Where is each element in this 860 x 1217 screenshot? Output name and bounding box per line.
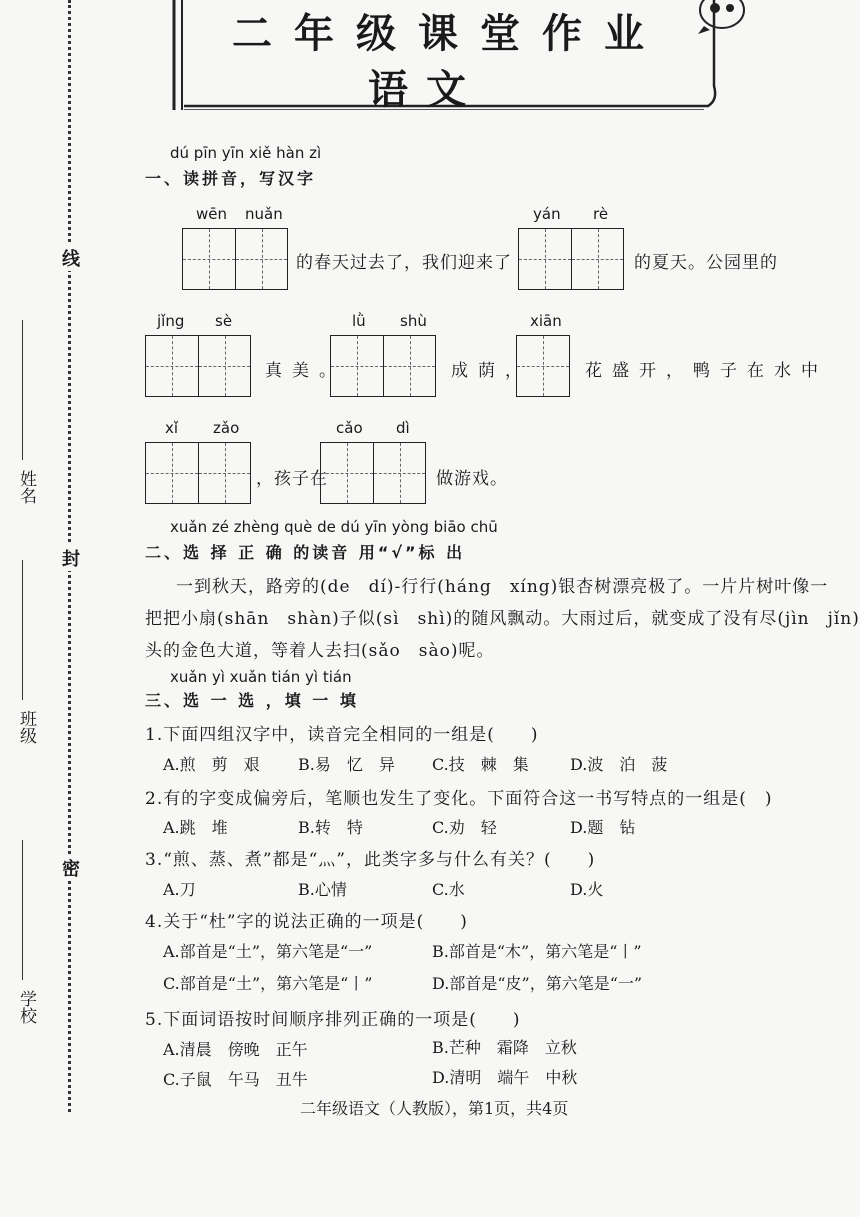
- question-1: 1.下面四组汉字中，读音完全相同的一组是( ): [145, 725, 539, 745]
- name-underline: [22, 320, 23, 460]
- question-5: 5.下面词语按时间顺序排列正确的一项是( ): [145, 1010, 521, 1030]
- q1-option-c[interactable]: C.技 棘 集: [432, 755, 529, 774]
- question-4: 4.关于“杜”字的说法正确的一项是( ): [145, 912, 468, 932]
- section1-pinyin: dú pīn yīn xiě hàn zì: [170, 144, 322, 162]
- name-label: 姓名: [16, 470, 36, 504]
- q3-option-a[interactable]: A.刀: [163, 880, 196, 899]
- section2-title: 二、选 择 正 确 的读音 用“√”标 出: [145, 543, 466, 562]
- section3-pinyin: xuǎn yì xuǎn tián yì tián: [170, 668, 352, 686]
- pinyin-jing: jǐng: [157, 312, 185, 330]
- writing-grid-lvshu[interactable]: [330, 335, 436, 397]
- seal-mark-line: 线: [56, 245, 82, 271]
- worksheet-title: 二年级课堂作业: [232, 11, 666, 57]
- q2-option-d[interactable]: D.题 钻: [570, 818, 636, 837]
- sentence-part-5: 花盛开，鸭子在水中: [585, 361, 828, 381]
- q1-option-b[interactable]: B.易 忆 异: [298, 755, 395, 774]
- pinyin-cao: cǎo: [336, 419, 363, 437]
- sentence-part-2: 的夏天。公园里的: [634, 253, 778, 273]
- section3-title: 三、选 一 选 ，填 一 填: [145, 691, 359, 710]
- pinyin-lv: lǜ: [352, 312, 366, 330]
- q5-option-d[interactable]: D.清明 端午 中秋: [432, 1068, 578, 1087]
- pinyin-re: rè: [593, 205, 609, 223]
- pinyin-yan: yán: [533, 205, 561, 223]
- q2-option-b[interactable]: B.转 特: [298, 818, 363, 837]
- page-footer: 二年级语文（人教版），第1页，共4页: [300, 1099, 569, 1118]
- sentence-part-4: 成荫，: [451, 361, 532, 381]
- q5-option-a[interactable]: A.清晨 傍晚 正午: [163, 1040, 308, 1059]
- pinyin-zao: zǎo: [213, 419, 240, 437]
- school-label: 学校: [16, 990, 36, 1024]
- class-label: 班级: [16, 710, 36, 744]
- writing-grid-xian[interactable]: [516, 335, 570, 397]
- pinyin-di: dì: [396, 419, 410, 437]
- section2-line-2: 把把小扇(shān shàn)子似(sì shì)的随风飘动。大雨过后，就变成了没有尽(jìn jǐn): [145, 609, 860, 629]
- q5-option-c[interactable]: C.子鼠 午马 丑牛: [163, 1070, 308, 1089]
- question-2: 2.有的字变成偏旁后，笔顺也发生了变化。下面符合这一书写特点的一组是( ): [145, 789, 773, 809]
- writing-grid-xizao[interactable]: [145, 442, 251, 504]
- q1-option-a[interactable]: A.煎 剪 艰: [163, 755, 260, 774]
- writing-grid-wennuan[interactable]: [182, 228, 288, 290]
- q5-option-b[interactable]: B.芒种 霜降 立秋: [432, 1038, 577, 1057]
- question-3: 3.“煎、蒸、煮”都是“灬”，此类字多与什么有关？( ): [145, 850, 596, 870]
- pinyin-wen: wēn: [196, 205, 228, 223]
- pinyin-se: sè: [215, 312, 233, 330]
- school-underline: [22, 840, 23, 980]
- sentence-part-6: ，孩子在: [256, 469, 328, 489]
- writing-grid-caodi[interactable]: [320, 442, 426, 504]
- sentence-part-1: 的春天过去了，我们迎来了: [296, 253, 512, 273]
- q4-option-a[interactable]: A.部首是“土”，第六笔是“一”: [163, 942, 373, 961]
- q3-option-b[interactable]: B.心情: [298, 880, 347, 899]
- writing-grid-jingse[interactable]: [145, 335, 251, 397]
- class-underline: [22, 560, 23, 700]
- sentence-part-7: 做游戏。: [436, 469, 508, 489]
- writing-grid-yanre[interactable]: [518, 228, 624, 290]
- q3-option-d[interactable]: D.火: [570, 880, 604, 899]
- pinyin-xian: xiān: [530, 312, 562, 330]
- seal-mark-secret: 密: [56, 855, 82, 881]
- pinyin-xi: xǐ: [165, 419, 179, 437]
- q2-option-c[interactable]: C.劝 轻: [432, 818, 497, 837]
- section2-pinyin: xuǎn zé zhèng què de dú yīn yòng biāo chū: [170, 518, 498, 536]
- q4-option-c[interactable]: C.部首是“土”，第六笔是“丨”: [163, 974, 373, 993]
- q4-option-d[interactable]: D.部首是“皮”，第六笔是“一”: [432, 974, 643, 993]
- section1-title: 一、读拼音，写汉字: [145, 169, 317, 188]
- q2-option-a[interactable]: A.跳 堆: [163, 818, 228, 837]
- section2-line-3: 头的金色大道，等着人去扫(sǎo sào)呢。: [145, 641, 495, 661]
- q4-option-b[interactable]: B.部首是“木”，第六笔是“丨”: [432, 942, 642, 961]
- pinyin-nuan: nuǎn: [245, 205, 283, 223]
- section2-line-1: 一到秋天，路旁的(de dí)-行行(háng xíng)银杏树漂亮极了。一片片树叶像一: [176, 577, 829, 597]
- pinyin-shu: shù: [400, 312, 427, 330]
- q1-option-d[interactable]: D.波 泊 菠: [570, 755, 668, 774]
- seal-mark-seal: 封: [56, 545, 82, 571]
- sentence-part-3: 真美。: [265, 361, 346, 381]
- subject-title: 语文: [368, 67, 484, 113]
- cartoon-decoration-icon: [690, 0, 750, 36]
- q3-option-c[interactable]: C.水: [432, 880, 465, 899]
